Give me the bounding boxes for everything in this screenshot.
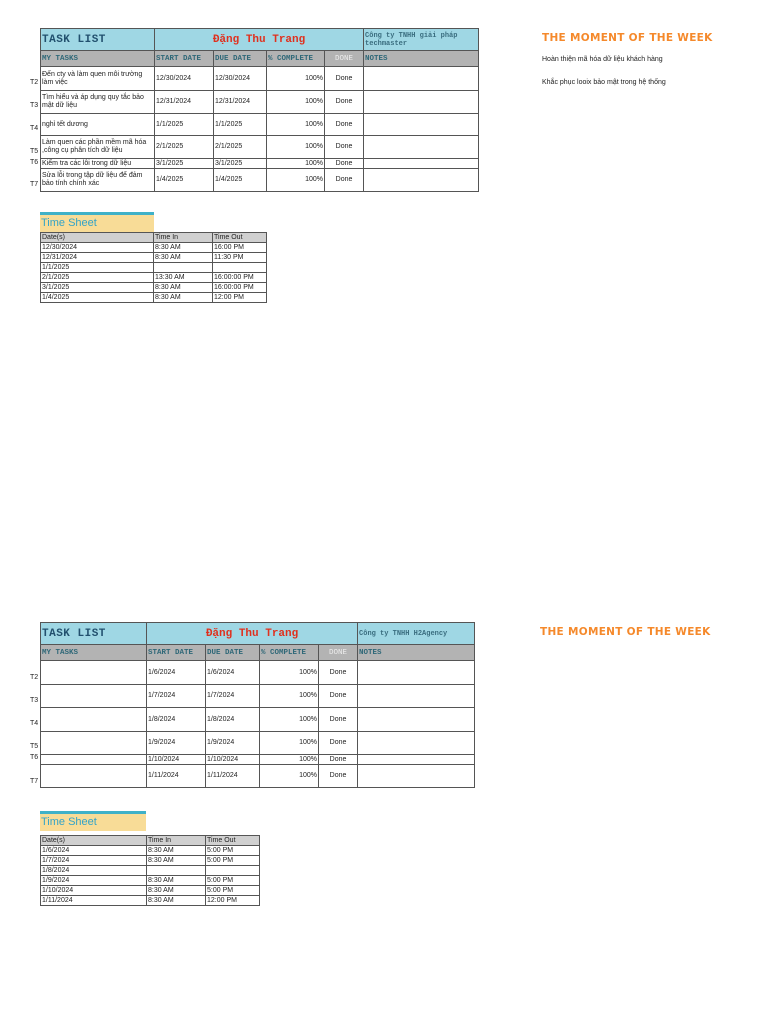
col-dates: Date(s) bbox=[41, 233, 154, 243]
time-sheet-title: Time Sheet bbox=[40, 212, 154, 232]
time-sheet-title: Time Sheet bbox=[40, 811, 146, 831]
start-date-cell[interactable]: 1/11/2024 bbox=[147, 765, 206, 788]
day-label: T6 bbox=[30, 754, 39, 761]
day-label: T3 bbox=[30, 102, 39, 109]
task-cell[interactable]: Làm quen các phần mềm mã hóa ,công cụ phân tích dữ liệu bbox=[41, 136, 155, 159]
col-start-date: START DATE bbox=[155, 51, 214, 67]
time-out-cell[interactable]: 16:00:00 PM bbox=[213, 283, 267, 293]
table-row bbox=[41, 856, 260, 866]
notes-cell[interactable] bbox=[358, 732, 475, 755]
table-row bbox=[41, 114, 479, 136]
start-date-cell[interactable]: 1/1/2025 bbox=[155, 114, 214, 136]
day-label: T6 bbox=[30, 159, 39, 166]
table-row bbox=[41, 866, 260, 876]
task-cell[interactable]: Đến cty và làm quen môi trường làm việc bbox=[41, 67, 155, 91]
time-in-cell[interactable]: 8:30 AM bbox=[154, 243, 213, 253]
due-date-cell[interactable]: 1/1/2025 bbox=[214, 114, 267, 136]
status-cell[interactable]: Done bbox=[319, 732, 358, 755]
date-cell[interactable]: 2/1/2025 bbox=[41, 273, 154, 283]
col-time-in: Time In bbox=[154, 233, 213, 243]
table-row bbox=[41, 283, 267, 293]
col-time-out: Time Out bbox=[206, 836, 260, 846]
table-row bbox=[41, 886, 260, 896]
col-time-in: Time In bbox=[147, 836, 206, 846]
percent-cell[interactable]: 100% bbox=[260, 685, 319, 708]
date-cell[interactable]: 1/1/2025 bbox=[41, 263, 154, 273]
table-row bbox=[41, 896, 260, 906]
notes-cell[interactable] bbox=[364, 159, 479, 169]
due-date-cell[interactable]: 12/31/2024 bbox=[214, 91, 267, 114]
table-row bbox=[41, 876, 260, 886]
day-label: T2 bbox=[30, 674, 39, 681]
time-out-cell[interactable]: 5:00 PM bbox=[206, 886, 260, 896]
day-label: T7 bbox=[30, 181, 39, 188]
time-out-cell[interactable]: 5:00 PM bbox=[206, 846, 260, 856]
date-cell[interactable]: 1/8/2024 bbox=[41, 866, 147, 876]
table-row bbox=[41, 159, 479, 169]
task-cell[interactable] bbox=[41, 732, 147, 755]
status-cell[interactable]: Done bbox=[319, 755, 358, 765]
time-out-cell[interactable]: 5:00 PM bbox=[206, 876, 260, 886]
date-cell[interactable]: 1/10/2024 bbox=[41, 886, 147, 896]
date-cell[interactable]: 1/11/2024 bbox=[41, 896, 147, 906]
time-in-cell[interactable]: 8:30 AM bbox=[147, 856, 206, 866]
status-cell[interactable]: Done bbox=[319, 708, 358, 732]
table-row bbox=[41, 91, 479, 114]
percent-cell[interactable]: 100% bbox=[260, 661, 319, 685]
percent-cell[interactable]: 100% bbox=[267, 169, 325, 192]
status-cell[interactable]: Done bbox=[319, 661, 358, 685]
time-out-cell[interactable] bbox=[206, 866, 260, 876]
day-label: T4 bbox=[30, 125, 39, 132]
time-in-cell[interactable]: 8:30 AM bbox=[147, 846, 206, 856]
time-in-cell[interactable] bbox=[147, 866, 206, 876]
status-cell[interactable]: Done bbox=[319, 685, 358, 708]
status-cell[interactable]: Done bbox=[325, 114, 364, 136]
start-date-cell[interactable]: 1/9/2024 bbox=[147, 732, 206, 755]
due-date-cell[interactable]: 1/8/2024 bbox=[206, 708, 260, 732]
status-cell[interactable]: Done bbox=[325, 136, 364, 159]
moment-of-week-title: THE MOMENT OF THE WEEK bbox=[540, 626, 711, 638]
table-row bbox=[41, 685, 475, 708]
company-name: Công ty TNHH giải pháp techmaster bbox=[364, 29, 479, 51]
task-cell[interactable] bbox=[41, 708, 147, 732]
col-complete: % COMPLETE bbox=[267, 51, 325, 67]
task-list-title: TASK LIST bbox=[41, 29, 155, 51]
percent-cell[interactable]: 100% bbox=[267, 67, 325, 91]
start-date-cell[interactable]: 1/7/2024 bbox=[147, 685, 206, 708]
date-cell[interactable]: 1/9/2024 bbox=[41, 876, 147, 886]
time-sheet-table bbox=[40, 835, 260, 906]
notes-cell[interactable] bbox=[358, 708, 475, 732]
table-row bbox=[41, 243, 267, 253]
moment-note: Khắc phục looix bảo mật trong hệ thống bbox=[542, 79, 666, 86]
col-start-date: START DATE bbox=[147, 645, 206, 661]
due-date-cell[interactable]: 1/9/2024 bbox=[206, 732, 260, 755]
col-done: DONE bbox=[325, 51, 364, 67]
date-cell[interactable]: 12/30/2024 bbox=[41, 243, 154, 253]
day-label: T5 bbox=[30, 743, 39, 750]
day-label: T3 bbox=[30, 697, 39, 704]
col-my-tasks: MY TASKS bbox=[41, 645, 147, 661]
table-row bbox=[41, 136, 479, 159]
time-out-cell[interactable]: 11:30 PM bbox=[213, 253, 267, 263]
date-cell[interactable]: 1/7/2024 bbox=[41, 856, 147, 866]
due-date-cell[interactable]: 2/1/2025 bbox=[214, 136, 267, 159]
table-row bbox=[41, 273, 267, 283]
start-date-cell[interactable]: 1/8/2024 bbox=[147, 708, 206, 732]
due-date-cell[interactable]: 1/11/2024 bbox=[206, 765, 260, 788]
percent-cell[interactable]: 100% bbox=[267, 136, 325, 159]
col-dates: Date(s) bbox=[41, 836, 147, 846]
table-row bbox=[41, 732, 475, 755]
start-date-cell[interactable]: 1/10/2024 bbox=[147, 755, 206, 765]
col-due-date: DUE DATE bbox=[214, 51, 267, 67]
task-cell[interactable]: Kiểm tra các lỗi trong dữ liệu bbox=[41, 159, 155, 169]
time-in-cell[interactable]: 8:30 AM bbox=[154, 283, 213, 293]
notes-cell[interactable] bbox=[364, 114, 479, 136]
time-in-cell[interactable]: 13:30 AM bbox=[154, 273, 213, 283]
notes-cell[interactable] bbox=[364, 136, 479, 159]
notes-cell[interactable] bbox=[358, 685, 475, 708]
due-date-cell[interactable]: 12/30/2024 bbox=[214, 67, 267, 91]
owner-name: Đặng Thu Trang bbox=[147, 623, 358, 645]
table-row bbox=[41, 846, 260, 856]
time-in-cell[interactable]: 8:30 AM bbox=[147, 886, 206, 896]
task-cell[interactable] bbox=[41, 661, 147, 685]
start-date-cell[interactable]: 1/4/2025 bbox=[155, 169, 214, 192]
col-notes: NOTES bbox=[358, 645, 475, 661]
task-cell[interactable]: Tìm hiểu và áp dụng quy tắc bảo mật dữ liệu bbox=[41, 91, 155, 114]
time-out-cell[interactable]: 5:00 PM bbox=[206, 856, 260, 866]
status-cell[interactable]: Done bbox=[319, 765, 358, 788]
percent-cell[interactable]: 100% bbox=[260, 755, 319, 765]
notes-cell[interactable] bbox=[358, 765, 475, 788]
percent-cell[interactable]: 100% bbox=[267, 114, 325, 136]
time-out-cell[interactable]: 16:00:00 PM bbox=[213, 273, 267, 283]
task-cell[interactable] bbox=[41, 685, 147, 708]
table-row bbox=[41, 661, 475, 685]
table-row bbox=[41, 67, 479, 91]
due-date-cell[interactable]: 1/4/2025 bbox=[214, 169, 267, 192]
day-label: T2 bbox=[30, 79, 39, 86]
status-cell[interactable]: Done bbox=[325, 169, 364, 192]
time-in-cell[interactable]: 8:30 AM bbox=[154, 293, 213, 303]
table-row bbox=[41, 263, 267, 273]
col-due-date: DUE DATE bbox=[206, 645, 260, 661]
table-row bbox=[41, 169, 479, 192]
notes-cell[interactable] bbox=[358, 755, 475, 765]
col-complete: % COMPLETE bbox=[260, 645, 319, 661]
date-cell[interactable]: 12/31/2024 bbox=[41, 253, 154, 263]
time-in-cell[interactable]: 8:30 AM bbox=[147, 896, 206, 906]
time-out-cell[interactable]: 12:00 PM bbox=[213, 293, 267, 303]
time-in-cell[interactable] bbox=[154, 263, 213, 273]
table-row bbox=[41, 708, 475, 732]
due-date-cell[interactable]: 1/10/2024 bbox=[206, 755, 260, 765]
task-list-table bbox=[40, 28, 479, 192]
task-cell[interactable] bbox=[41, 755, 147, 765]
status-cell[interactable]: Done bbox=[325, 159, 364, 169]
due-date-cell[interactable]: 3/1/2025 bbox=[214, 159, 267, 169]
notes-cell[interactable] bbox=[364, 169, 479, 192]
moment-note: Hoàn thiện mã hóa dữ liệu khách hàng bbox=[542, 56, 663, 63]
date-cell[interactable]: 1/4/2025 bbox=[41, 293, 154, 303]
col-done: DONE bbox=[319, 645, 358, 661]
time-sheet-table bbox=[40, 232, 267, 303]
percent-cell[interactable]: 100% bbox=[267, 159, 325, 169]
moment-of-week-title: THE MOMENT OF THE WEEK bbox=[542, 32, 713, 44]
table-row bbox=[41, 293, 267, 303]
time-in-cell[interactable]: 8:30 AM bbox=[147, 876, 206, 886]
start-date-cell[interactable]: 2/1/2025 bbox=[155, 136, 214, 159]
status-cell[interactable]: Done bbox=[325, 91, 364, 114]
time-out-cell[interactable]: 12:00 PM bbox=[206, 896, 260, 906]
time-out-cell[interactable] bbox=[213, 263, 267, 273]
start-date-cell[interactable]: 12/30/2024 bbox=[155, 67, 214, 91]
percent-cell[interactable]: 100% bbox=[260, 765, 319, 788]
day-label: T7 bbox=[30, 778, 39, 785]
task-cell[interactable]: Sửa lỗi trong tập dữ liệu để đảm bảo tính chính xác bbox=[41, 169, 155, 192]
company-name: Công ty TNHH H2Agency bbox=[358, 623, 475, 645]
due-date-cell[interactable]: 1/6/2024 bbox=[206, 661, 260, 685]
percent-cell[interactable]: 100% bbox=[267, 91, 325, 114]
date-cell[interactable]: 1/6/2024 bbox=[41, 846, 147, 856]
percent-cell[interactable]: 100% bbox=[260, 708, 319, 732]
col-my-tasks: MY TASKS bbox=[41, 51, 155, 67]
notes-cell[interactable] bbox=[358, 661, 475, 685]
task-list-title: TASK LIST bbox=[41, 623, 147, 645]
notes-cell[interactable] bbox=[364, 67, 479, 91]
table-row bbox=[41, 755, 475, 765]
col-notes: NOTES bbox=[364, 51, 479, 67]
day-label: T4 bbox=[30, 720, 39, 727]
col-time-out: Time Out bbox=[213, 233, 267, 243]
task-cell[interactable] bbox=[41, 765, 147, 788]
task-list-table bbox=[40, 622, 475, 788]
owner-name: Đặng Thu Trang bbox=[155, 29, 364, 51]
start-date-cell[interactable]: 3/1/2025 bbox=[155, 159, 214, 169]
start-date-cell[interactable]: 1/6/2024 bbox=[147, 661, 206, 685]
status-cell[interactable]: Done bbox=[325, 67, 364, 91]
start-date-cell[interactable]: 12/31/2024 bbox=[155, 91, 214, 114]
notes-cell[interactable] bbox=[364, 91, 479, 114]
percent-cell[interactable]: 100% bbox=[260, 732, 319, 755]
date-cell[interactable]: 3/1/2025 bbox=[41, 283, 154, 293]
day-label: T5 bbox=[30, 148, 39, 155]
table-row bbox=[41, 765, 475, 788]
time-out-cell[interactable]: 16:00 PM bbox=[213, 243, 267, 253]
table-row bbox=[41, 253, 267, 263]
time-in-cell[interactable]: 8:30 AM bbox=[154, 253, 213, 263]
due-date-cell[interactable]: 1/7/2024 bbox=[206, 685, 260, 708]
task-cell[interactable]: nghỉ tết dương bbox=[41, 114, 155, 136]
